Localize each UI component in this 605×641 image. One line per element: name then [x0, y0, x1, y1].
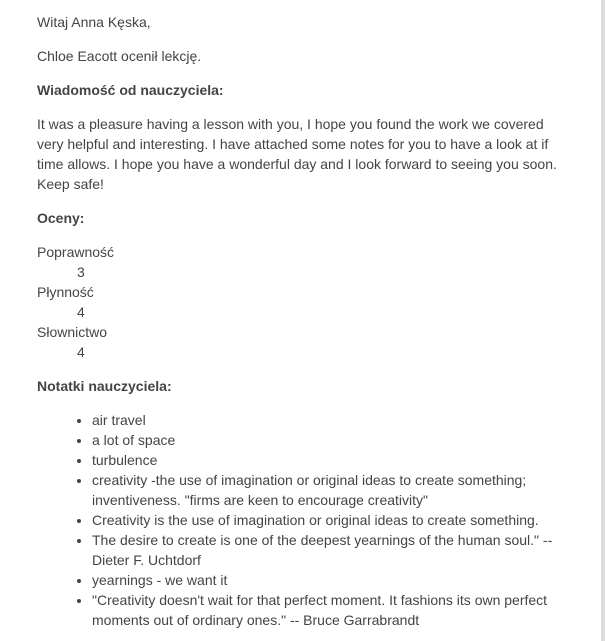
greeting-text: Witaj Anna Kęska, — [37, 14, 151, 30]
grade-value-accuracy: 3 — [77, 264, 85, 280]
lesson-rated-text: Chloe Eacott ocenił lekcję. — [37, 48, 202, 64]
grade-name-vocabulary: Słownictwo — [37, 324, 108, 340]
list-item: • Creativity is the use of imagination or original ideas to create something. — [92, 510, 562, 530]
list-item: • yearnings - we want it — [92, 570, 562, 590]
list-item: • air travel — [92, 410, 562, 430]
teacher-notes-heading: Notatki nauczyciela: — [37, 378, 172, 394]
teacher-notes-list — [37, 410, 562, 630]
list-item: • turbulence — [92, 450, 562, 470]
grades-list — [37, 242, 337, 362]
teacher-message-heading: Wiadomość od nauczyciela: — [37, 82, 224, 98]
teacher-message-body: It was a pleasure having a lesson with you, I hope you found the work we covered very helpful and interesting. I have attached some notes for you to have a look at if time allows. I hope you have a wonderful day and I look forward to seeing you soon. Keep safe! — [37, 116, 557, 192]
list-item: • creativity -the use of imagination or original ideas to create something; inventiveness. "firms are keen to encourage creativity" — [92, 470, 562, 510]
list-item: • The desire to create is one of the deepest yearnings of the human soul." -- Dieter F. Uchtdorf — [92, 530, 562, 570]
grade-name-accuracy: Poprawność — [37, 244, 115, 260]
grade-value-vocabulary: 4 — [77, 344, 85, 360]
list-item: • a lot of space — [92, 430, 562, 450]
grade-name-fluency: Płynność — [37, 284, 94, 300]
grade-value-fluency: 4 — [77, 304, 85, 320]
scrollbar-track[interactable] — [601, 0, 605, 641]
grades-heading: Oceny: — [37, 210, 85, 226]
list-item: • "Creativity doesn't wait for that perfect moment. It fashions its own perfect moments out of ordinary ones." -- Bruce Garrabrandt — [92, 590, 562, 630]
